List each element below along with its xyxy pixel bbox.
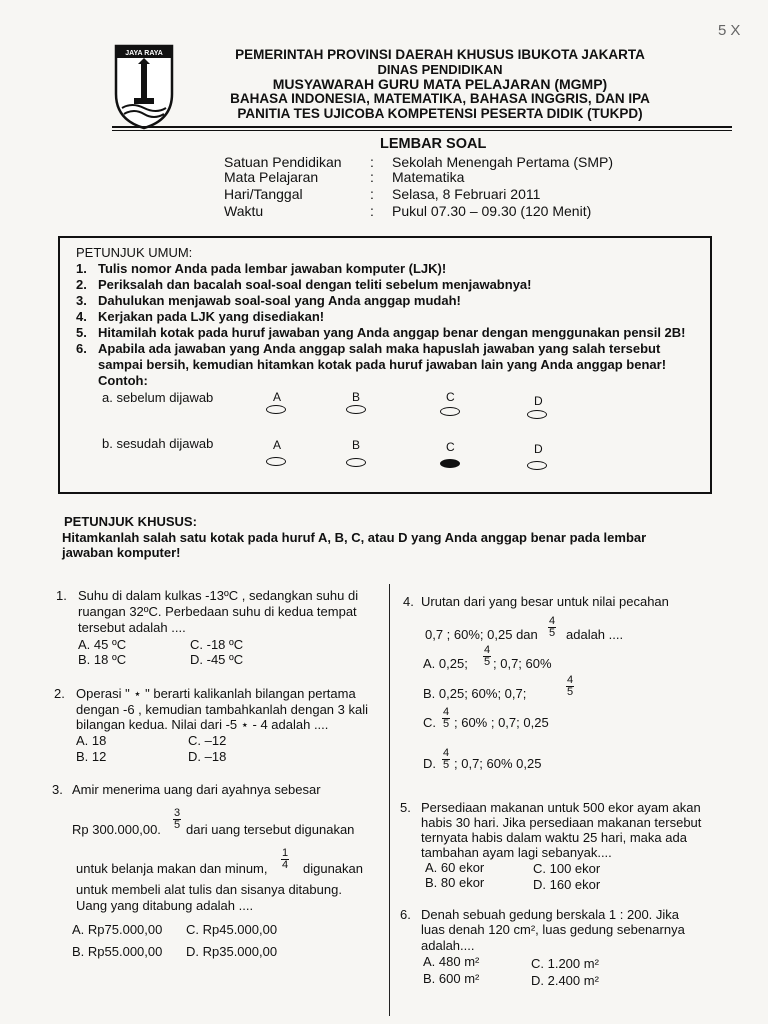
question-text: dengan -6 , kemudian tambahkanlah dengan 3 kali — [76, 702, 368, 717]
question-number: 4. — [403, 594, 414, 609]
fraction — [564, 675, 576, 698]
answer-option: D. -45 ºC — [190, 652, 244, 667]
instruction-text: Periksalah dan bacalah soal-soal dengan teliti sebelum menjawabnya! — [98, 277, 532, 292]
answer-bubble-empty — [440, 407, 460, 416]
special-instructions-title: PETUNJUK KHUSUS: — [64, 514, 197, 529]
instruction-text: Tulis nomor Anda pada lembar jawaban komputer (LJK)! — [98, 261, 447, 276]
question-number: 5. — [400, 800, 411, 815]
meta-sep: : — [370, 154, 374, 170]
header-subjects: BAHASA INDONESIA, MATEMATIKA, BAHASA INGGRIS, DAN IPA — [230, 91, 650, 106]
answer-option: C. Rp45.000,00 — [186, 922, 278, 937]
fraction-denominator: 5 — [549, 627, 556, 639]
fraction-numerator: 1 — [282, 847, 289, 859]
answer-option: A. 18 — [76, 733, 107, 748]
meta-label: Hari/Tanggal — [224, 186, 303, 202]
answer-option: B. 18 ºC — [78, 652, 127, 667]
svg-text:JAYA RAYA: JAYA RAYA — [125, 50, 163, 57]
answer-option: D. 160 ekor — [533, 877, 601, 892]
special-instructions-text-cont: jawaban komputer! — [62, 545, 181, 560]
question-text: Urutan dari yang besar untuk nilai pecahan — [421, 594, 669, 609]
meta-value: Pukul 07.30 – 09.30 (120 Menit) — [392, 203, 592, 219]
answer-option: ; 0,7; 60% — [493, 656, 552, 671]
question-text: Suhu di dalam kulkas -13ºC , sedangkan suhu di — [78, 588, 359, 603]
question-text: untuk belanja makan dan minum, — [76, 861, 268, 876]
general-instructions-title: PETUNJUK UMUM: — [76, 245, 193, 260]
question-number: 6. — [400, 907, 411, 922]
answer-option: A. 480 m² — [423, 954, 480, 969]
instruction-item — [76, 262, 446, 276]
question-text: adalah .... — [566, 627, 624, 642]
question-number: 1. — [56, 588, 67, 603]
question-number: 3. — [52, 782, 63, 797]
answer-option: C. -18 ºC — [190, 637, 244, 652]
answer-option: C. –12 — [188, 733, 227, 748]
answer-option: D. — [423, 756, 436, 771]
answer-option: D. 2.400 m² — [531, 973, 599, 988]
answer-option: D. –18 — [188, 749, 227, 764]
fraction — [440, 707, 452, 730]
answer-option: B. 80 ekor — [425, 875, 485, 890]
question-text: 0,7 ; 60%; 0,25 dan — [425, 627, 538, 642]
fraction — [481, 645, 493, 668]
instruction-number: 6. — [76, 341, 87, 356]
fraction-denominator: 5 — [443, 718, 450, 730]
bubble-letter: B — [352, 438, 361, 452]
meta-sep: : — [370, 186, 374, 202]
question-text: Operasi " ⋆ " berarti kalikanlah bilangan pertama — [76, 686, 356, 701]
bubble-letter: A — [273, 438, 282, 452]
fraction-denominator: 5 — [567, 686, 574, 698]
answer-bubble-empty — [346, 458, 366, 467]
fraction — [440, 748, 452, 771]
question-text: adalah.... — [421, 938, 475, 953]
instruction-item — [76, 294, 461, 308]
answer-option: ; 60% ; 0,7; 0,25 — [454, 715, 549, 730]
meta-value: Sekolah Menengah Pertama (SMP) — [392, 154, 613, 170]
instruction-number: 1. — [76, 261, 87, 276]
header-committee: PANITIA TES UJICOBA KOMPETENSI PESERTA DIDIK (TUKPD) — [237, 106, 643, 121]
question-text: tambahan ayam lagi sebanyak.... — [421, 845, 612, 860]
question-text: dari uang tersebut digunakan — [186, 822, 355, 837]
answer-bubble-empty — [346, 405, 366, 414]
fraction — [546, 616, 558, 639]
fraction-denominator: 4 — [282, 859, 289, 871]
instruction-text: Kerjakan pada LJK yang disediakan! — [98, 309, 325, 324]
question-text: Denah sebuah gedung berskala 1 : 200. Jika — [421, 907, 680, 922]
instruction-text: Hitamilah kotak pada huruf jawaban yang Anda anggap benar dengan menggunakan pensil 2B! — [98, 325, 686, 340]
answer-option: A. 45 ºC — [78, 637, 127, 652]
example-after-label: b. sesudah dijawab — [102, 436, 214, 451]
fraction-numerator: 3 — [174, 807, 181, 819]
bubble-letter: D — [534, 442, 543, 456]
bubble-letter: B — [352, 390, 361, 404]
header-mgmp: MUSYAWARAH GURU MATA PELAJARAN (MGMP) — [272, 76, 608, 92]
fraction-numerator: 4 — [567, 674, 574, 686]
question-text: digunakan — [303, 861, 363, 876]
answer-bubble-empty — [527, 410, 547, 419]
question-text: luas denah 120 cm², luas gedung sebenarnya — [421, 922, 685, 937]
answer-option: C. 100 ekor — [533, 861, 601, 876]
instruction-number: 5. — [76, 325, 87, 340]
meta-label: Waktu — [224, 203, 264, 219]
instruction-item — [76, 342, 660, 356]
answer-option: C. 1.200 m² — [531, 956, 599, 971]
question-text: Amir menerima uang dari ayahnya sebesar — [72, 782, 321, 797]
header-rule-thin — [112, 130, 732, 131]
question-text: bilangan kedua. Nilai dari -5 ⋆ - 4 adalah .... — [76, 717, 329, 732]
fraction-numerator: 4 — [443, 706, 450, 718]
answer-bubble-empty — [266, 405, 286, 414]
meta-label: Mata Pelajaran — [224, 169, 319, 185]
example-label: Contoh: — [98, 373, 148, 388]
fraction — [171, 808, 183, 831]
instruction-text-cont: sampai bersih, kemudian hitamkan kotak pada huruf jawaban lain yang Anda anggap benar! — [98, 357, 667, 372]
answer-option: A. 0,25; — [423, 656, 468, 671]
fraction-numerator: 4 — [443, 747, 450, 759]
answer-option: A. Rp75.000,00 — [72, 922, 163, 937]
instruction-text: Dahulukan menjawab soal-soal yang Anda anggap mudah! — [98, 293, 461, 308]
instruction-item — [76, 278, 531, 292]
answer-option: B. Rp55.000,00 — [72, 944, 163, 959]
answer-option: A. 60 ekor — [425, 860, 485, 875]
question-number: 2. — [54, 686, 65, 701]
question-text: ternyata habis dalam waktu 25 hari, maka ada — [421, 830, 687, 845]
question-text: tersebut adalah .... — [78, 620, 186, 635]
header-government: PEMERINTAH PROVINSI DAERAH KHUSUS IBUKOTA JAKARTA — [235, 47, 645, 62]
question-amount: Rp 300.000,00. — [72, 822, 161, 837]
answer-bubble-empty — [266, 457, 286, 466]
jakarta-emblem-logo — [112, 42, 176, 130]
fraction-numerator: 4 — [484, 644, 491, 656]
meta-sep: : — [370, 203, 374, 219]
instruction-number: 4. — [76, 309, 87, 324]
meta-label: Satuan Pendidikan — [224, 154, 342, 170]
question-text: Persediaan makanan untuk 500 ekor ayam akan — [421, 800, 701, 815]
answer-bubble-filled — [440, 459, 460, 468]
bubble-letter: C — [446, 390, 455, 404]
instruction-text: Apabila ada jawaban yang Anda anggap salah maka hapuslah jawaban yang salah tersebut — [98, 341, 661, 356]
header-rule — [112, 126, 732, 128]
fraction — [279, 848, 291, 871]
fraction-numerator: 4 — [549, 615, 556, 627]
answer-option: ; 0,7; 60% 0,25 — [454, 756, 542, 771]
bubble-letter: A — [273, 390, 282, 404]
answer-option: B. 12 — [76, 749, 107, 764]
fraction-denominator: 5 — [174, 819, 181, 831]
corner-mark: 5X — [718, 22, 745, 39]
meta-value: Matematika — [392, 169, 465, 185]
bubble-letter: C — [446, 440, 455, 454]
question-text: Uang yang ditabung adalah .... — [76, 898, 254, 913]
answer-option: B. 600 m² — [423, 971, 480, 986]
meta-sep: : — [370, 169, 374, 185]
fraction-denominator: 5 — [443, 759, 450, 771]
fraction-denominator: 5 — [484, 656, 491, 668]
header-department: DINAS PENDIDIKAN — [377, 62, 503, 77]
example-before-label: a. sebelum dijawab — [102, 390, 214, 405]
question-text: untuk membeli alat tulis dan sisanya ditabung. — [76, 882, 342, 897]
instruction-item — [76, 310, 324, 324]
question-text: habis 30 hari. Jika persediaan makanan tersebut — [421, 815, 702, 830]
instruction-number: 3. — [76, 293, 87, 308]
question-text: ruangan 32ºC. Perbedaan suhu di kedua tempat — [78, 604, 357, 619]
bubble-letter: D — [534, 394, 543, 408]
sheet-title: LEMBAR SOAL — [380, 136, 487, 152]
answer-option: B. 0,25; 60%; 0,7; — [423, 686, 527, 701]
answer-option: C. — [423, 715, 436, 730]
answer-bubble-empty — [527, 461, 547, 470]
instruction-number: 2. — [76, 277, 87, 292]
column-divider — [389, 584, 390, 1016]
meta-value: Selasa, 8 Februari 2011 — [392, 186, 541, 202]
instruction-item — [76, 326, 686, 340]
answer-option: D. Rp35.000,00 — [186, 944, 278, 959]
special-instructions-text: Hitamkanlah salah satu kotak pada huruf A, B, C, atau D yang Anda anggap benar pada lembar — [62, 530, 647, 545]
